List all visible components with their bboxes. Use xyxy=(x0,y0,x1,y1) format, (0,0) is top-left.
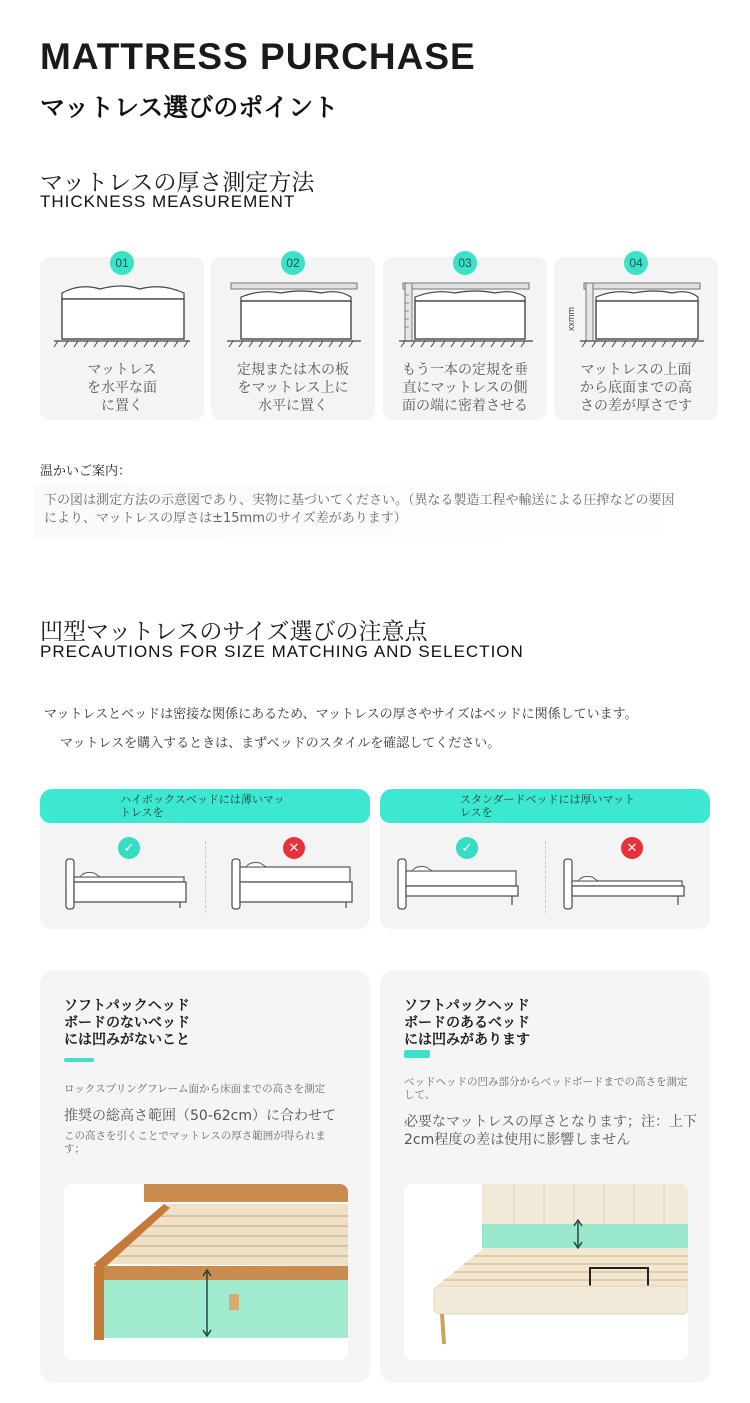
check-icon: ✓ xyxy=(456,837,478,859)
high-box-bed-thin-mattress-icon xyxy=(60,855,190,913)
step-card-1 xyxy=(40,257,204,420)
bed-card-header-text: スタンダードベッドには厚いマットレスを xyxy=(460,793,636,819)
thickness-label: xxmm xyxy=(566,307,576,331)
standard-bed-thick-mattress-icon xyxy=(394,855,524,913)
page-title-en: MATTRESS PURCHASE xyxy=(40,36,476,77)
card-caption-2: この高さを引くことでマットレスの厚さ範囲が得られます； xyxy=(64,1130,326,1155)
step-text: もう一本の定規を垂 直にマットレスの側 面の端に密着させる xyxy=(402,362,528,414)
standard-bed-thin-mattress-icon xyxy=(560,855,690,913)
card-highlight: 推奨の総高さ範囲（50-62cm）に合わせて xyxy=(64,1108,337,1124)
card-with-headboard xyxy=(380,970,710,1383)
check-icon: ✓ xyxy=(118,837,140,859)
step-text: マットレスの上面 から底面までの高 さの差が厚さです xyxy=(580,362,692,414)
mattress-on-floor-icon xyxy=(50,279,194,353)
card-title: ソフトパックヘッド ボードのあるベッド には凹みがあります xyxy=(404,998,530,1048)
vertical-ruler-icon xyxy=(393,279,537,353)
accent-bar xyxy=(64,1058,94,1062)
bed-card-header xyxy=(40,789,370,823)
precautions-title-jp: 凹型マットレスのサイズ選びの注意点 xyxy=(40,619,428,645)
cross-icon: ✕ xyxy=(621,837,643,859)
card-caption: ロックスプリングフレーム面から床面までの高さを測定 xyxy=(64,1083,326,1095)
step-text: 定規または木の板 をマットレス上に 水平に置く xyxy=(237,362,349,414)
bed-card-high-box xyxy=(40,789,370,929)
step-text: マットレス を水平な面 に置く xyxy=(87,362,157,414)
card-caption: ベッドヘッドの凹み部分からベッドボードまでの高さを測定して、 xyxy=(404,1076,688,1101)
precautions-title-en: PRECAUTIONS FOR SIZE MATCHING AND SELECTION xyxy=(40,642,524,661)
accent-bar xyxy=(404,1050,430,1058)
notice-text: 下の図は測定方法の示意図であり、実物に基づいてください。（異なる製造工程や輸送による圧搾などの要因により、マットレスの厚さは±15mmのサイズ差があります） xyxy=(44,493,675,526)
cross-icon: ✕ xyxy=(283,837,305,859)
precautions-paragraph-2: マットレスを購入するときは、まずベッドのスタイルを確認してください。 xyxy=(60,736,501,751)
divider xyxy=(205,841,206,913)
ruler-on-mattress-icon xyxy=(221,279,365,353)
thickness-title-en: THICKNESS MEASUREMENT xyxy=(40,192,296,211)
step-number: 03 xyxy=(453,251,477,275)
wooden-bed-photo xyxy=(64,1184,348,1360)
thickness-title-jp: マットレスの厚さ測定方法 xyxy=(40,170,315,196)
step-number: 04 xyxy=(624,251,648,275)
divider xyxy=(545,841,546,913)
step-number: 02 xyxy=(281,251,305,275)
card-highlight: 必要なマットレスの厚さとなります；注：上下2cm程度の差は使用に影響しません xyxy=(404,1114,698,1148)
step-card-4 xyxy=(554,257,718,420)
card-title: ソフトパックヘッド ボードのないベッド には凹みがないこと xyxy=(64,998,190,1048)
high-box-bed-thick-mattress-icon xyxy=(226,855,356,913)
bed-card-header xyxy=(380,789,710,823)
step-card-2 xyxy=(211,257,375,420)
step-card-3 xyxy=(383,257,547,420)
step-number: 01 xyxy=(110,251,134,275)
thickness-measure-icon xyxy=(564,279,708,353)
page-title-jp: マットレス選びのポイント xyxy=(40,93,339,122)
precautions-paragraph-1: マットレスとベッドは密接な関係にあるため、マットレスの厚さやサイズはベッドに関係しています。 xyxy=(44,707,638,722)
notice-title: 温かいご案内： xyxy=(40,464,132,479)
bed-card-standard xyxy=(380,789,710,929)
upholstered-bed-photo xyxy=(404,1184,688,1360)
card-no-headboard xyxy=(40,970,370,1383)
bed-card-header-text: ハイボックスベッドには薄いマットレスを xyxy=(120,793,285,819)
